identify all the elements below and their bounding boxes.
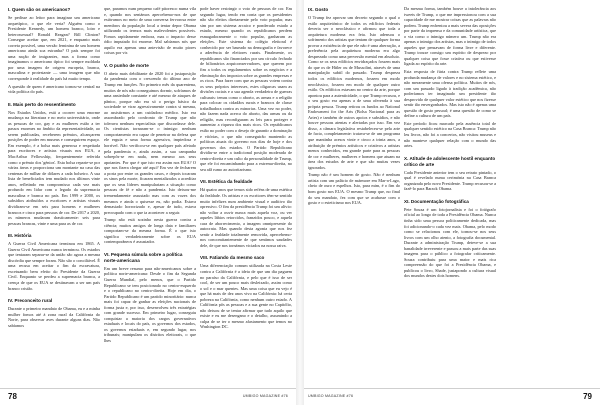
- body-paragraph: Em um breve resumo para não-americanos sobre a política norte-americana: Desde o fim da Segunda Guerra Mundial, pelo menos, que o Partido Republicano se tem posicionado no centro-esquerdo e o republicano no centro-direita. Hoje em dia, o Partido Republicano é um partido minoritário: nunca mais foi capaz de ganhar as eleições nacionais de forma justa e, por isso, desenvolveu três estratégias com grande sucesso. Em primeiro lugar, conseguiu conquistar a maioria dos cargos governativos estaduais e locais do país, os governos dos estados, os governos estaduais e, em segundo lugar, nos tribunais; manipulam os distritos eleitorais, o que lhes: [104, 265, 196, 343]
- article-section: [8, 6, 100, 95]
- body-paragraph: Trump não está sozinho nesta guerra contra a ciência; muitos amigos de longa data e familiares comportam-se da mesma forma. É o que isto significa verdadeiramente sobre os EUA contemporâneos é assustador.: [104, 217, 196, 245]
- page-number-right: 79: [583, 392, 592, 401]
- page-gutter: [296, 0, 304, 405]
- body-paragraph: Trump não é um homem de gosto. Não é nenhum artista com um palácio de mármore em Mar-a-Lago, cheio de ouro e espelhos. Isto, para mim, é o fim do bom gosto nos EUA. O mesmo Trump que, no final do seu mandato, fez com que se acabasse com o gosto e o esteticismo nos EUA.: [308, 172, 400, 206]
- section-heading: XI. Documentação fotográfica: [404, 198, 469, 204]
- article-section: [104, 251, 196, 344]
- section-heading: V. O punho de morte: [104, 62, 149, 68]
- section-heading: X. Atitude de adolescente hostil enquanto crítico de arte: [404, 155, 496, 167]
- body-paragraph: Há quatro anos que temos sido reféns de uma estética da fealdade. Os artistas e os escritores têm-se sentido muito infelizes num ambiente visual e auditivo tão opressivo. O fim da presidência Trump foi um alívio: não voltar a ouvir nunca mais aquela voz, ou ver aqueles lábios retorcidos, franzidos pouco, e aquela cara de aborrecimento, a imagem omnipresente do autocrata. Mas quando desta agonia que nos fez sentir a fealdade totalmente removida, apercebemo-nos concomitantemente de que sentimos saudades dele, de que nos tornámos viciados na nossa raiva.: [200, 187, 292, 248]
- magazine-name-right: UMBIGO MAGAZINE #76: [308, 394, 354, 398]
- article-section: [8, 101, 100, 226]
- article-section: [404, 155, 496, 192]
- section-heading: IX. Gosto: [308, 7, 329, 12]
- body-paragraph: O abeto mais debilitante de 2020 foi a justaposição da pandemia com o crescendo do último ano de Trump em funções. No primeiro mês da quarentena, muitos de nós não conseguimos dormir, sofríamos de uma ansiedade constante e até mesmo de ataques de pânico, porque não era só o perigo básico da sociedade se virar agressivamente contra si mesma, ao assistirmos a um cuidadoso médico. Isto era assombrado pelo confronto de Trump que não tolerava nenhum especialista que discordasse dele. Os cientistas tornaram-se o inimigo: nenhum comportamento era capaz de penetrar na defesa que ele erguia e uma forma agressiva, impiedosa e horrível. Não verificou-se em qualquer país afetado pela pandemia e, ainda assim, a sua campanha sobrepôs-se em nada, nem mesmo aos seus apoiantes. Por que é que isto era assim nos EUA? O que nos fizera chegar até aqui? Em vez de fecharem a porta por entre os grandes casos, e depois tocaram os sinos pela morte, ficaram mentalizados a acreditar que os seus líderes manipulariam a situação como pessoas de fé e não a pandemia. Isto deixou-me tremendamente assustado mas com as vozes dos mesmos e ainda o quisesse eu, não podia. Estava demasiado horrorizado e, apesar de tudo, estava preocupado com o que ia acontecer a seguir.: [104, 70, 196, 215]
- section-heading: VIII. Fatiando da mesmo saco: [200, 255, 265, 261]
- body-paragraph: Durante o primeiro mandato de Obama, eu e a minha mulher fomos até à zona rural da Califórnia do Norte, para observar aves durante alguns dias. Não sabíamos: [8, 306, 100, 328]
- body-paragraph: Se pedisse ao leitor para imaginar um americano arquetípico, o que ele veria? Alguém como o Presidente Kennedy, um homem branco, loiro e heterossexual? Ronald Reagan? Bill Clinton? Consegue aceitar que, em 2021, e enquanto mais correta possível, uma versão feminina de um homem americano ainda soa estranha? O país sempre foi uma nação de imigrantes, mas a forma como imaginamos o americano típico foi sempre moldada por uma imagem de origem europeia, branca, masculina e protestante — uma imagem que não corresponde à realidade do país há muito tempo.: [8, 15, 100, 82]
- section-heading: VI. Pequena súmula sobre a política norte-americana: [104, 251, 183, 263]
- body-paragraph: Uma diferenciação comum utilizada na Costa Leste contra a Califórnia é a ideia de que um dia paguem no paraíso da Califórnia, e pelo que é isso de ser cool, de ser um pouco mais desleixado, assim como o sol e o mar quentes. Mas uma coisa que eu vejo é que há mais de dez anos vivo na Califórnia: há certa pobreza na Califórnia, como nenhum outro estado. A Califórnia pôs as pessoas e a sua gente no Capitólio, não deixou de se tentar afirmar que tudo aquilo que existe e eu me desengano e o detalho, assumindo a culpa de se ter o mesmo afastamento que temos no Washington DC.: [200, 263, 292, 330]
- article-section: [200, 178, 292, 248]
- article-section: [308, 6, 400, 206]
- left-page: [0, 0, 296, 405]
- body-paragraph: pode haver restringir o voto de pessoas de cor. Em segundo lugar, tendo em conta que os presidentes não são eleitos diretamente pelo voto popular, mas sim por um sistema arcaico e ponderado estado a estado, mesmo quando os republicanos perdem esmagadoramente o voto popular, ganharam as eleições. Este sistema do colégio eleitoral é conhecido por ser baseado na demografia e favorece a aderência de eleitores rurais. Finalmente, os republicanos são financiados por um círculo fechado de bilionários arquiconservadores, que querem por fim a todos os regulamentos sobre os negócios e a eliminação dos impostos sobre as grandes empresas e os ricos. Para fazer com que as pessoas votem contra os seus próprios interesses, estes oligarcas usam as divisões raciais e a sua agenda verdadeira de guerras culturais: temas como o aborto, as armas e a religião para colocar os cidadãos rurais e brancos de classe trabalhadora contra as minorias. Uma vez no poder, não fazem nada acerca do aborto, das armas ou da religião, mas reconfiguram as leis para proteger e aumentar a riqueza dos mais ricos. Os republicanos estão no poder com o desejo de garantir a dominação e vitórias, o que não conseguirão mantendo as políticas atuais do governo nos dias de hoje e dos governos dos estados. O Partido Republicano dividiu-se entre a tradicional posição moderada de centro-direita e um culto da personalidade de Trump, que ele foi encaminhando para a extrema-direita, no seu afã rumo ao autoritarismo.: [200, 6, 292, 172]
- article-section: [200, 6, 292, 172]
- article-section: [104, 62, 196, 245]
- right-page-column-1: [308, 6, 400, 378]
- left-page-column-3: [200, 6, 292, 378]
- body-paragraph: Cada Presidente anterior tem o seu retrato pintado, o qual é revelado numa cerimónia na Casa Branca organizada pelo novo Presidente. Trump recusou-se a fazê-lo para Barack Obama.: [404, 169, 496, 192]
- article-section: [404, 6, 496, 149]
- magazine-name-left: UMBIGO MAGAZINE #76: [242, 394, 288, 398]
- right-page-footer: [304, 388, 600, 402]
- right-page-column-2: [404, 6, 496, 378]
- right-page: [304, 0, 600, 405]
- body-paragraph: Esta resposta de fúria contra Trump reflete uma profunda mudança de valores e no sistema estético, e não meramente uma ofensa política. Muitos de nós, com um passado ligado à tradição académica, não poderíamos ter imaginado um presidente tão desprovido de qualquer valor estético que nos fizesse sentir tão envergonhados. Mas isto não é apenas uma questão de gosto pessoal; é uma questão de como se define a cultura de um país.: [404, 69, 496, 119]
- body-paragraph: O Trump fez aprovar um decreto segundo o qual o estilo arquitetónico de todos os edifícios federais deveria ser o neoclássico e afirmou que toda a arquitetura moderna era feia. Isto adensou o sofrimento dos artistas que tentam de qualquer forma provar a existência de que ele não é uma aberração, a preferência pela arquitetura moderna era algo desprezado como uma perversão mental em absoluto. Como se os seus edifícios envidraçados fossem mais do que os de Hitler ou de Mussolini, através de uma manipulação subtil do passado. Trump despreza todos os edifícios modernos, fossem em modo neoclássico, fossem em modo de qualquer outro estilo. Os edifícios estavam no centro da arte, porque apontou para a autenticidade, o que Trump recusou, e o seu gosto era apenas a de uma oferenda à sua própria pessoa. Trump retirou os fundos ao National Endowment for the Arts (Bolsa Nacional para as Artes) e também de outros apoios e subsídios, e não houve pessoas atentas e alertadas por isso. Em vez disso, a câmara legislativa restabeleceu-se pela arte de facto, completamente: tratava-se de um programa que mantinha acesos vinte e cinco a trinta anos, a atribuição de prémios artísticos e criativos a artistas menos conhecidos, em grande parte para as pessoas de cor e mulheres, mulheres e homens que atuam na área dos estudos de arte e que são muitas vezes ignorados.: [308, 15, 400, 170]
- section-heading: I. Quem são os americanos?: [8, 7, 71, 12]
- body-paragraph: Este período ficou marcado pela ausência total de qualquer sentido estético na Casa Branca: Trump não leu livros, não foi a concertos, não visitou museus e não manteve qualquer relação com o mundo das artes.: [404, 120, 496, 149]
- left-page-column-1: [8, 6, 100, 378]
- body-paragraph: Da mesma forma, também houve a intolerância aos tweets de Trump, o que me impressionou com a sua capacidade de me mostrar coisas que as palavras não podem. Trump enfrentou a mais severa das oposições por parte da imprensa e da comunidade artística, que o via como o inimigo número um. Trump não era apenas o inimigo dos artistas, mas o inimigo de todos aqueles que pensavam de forma livre e diferente. Trump trouxe consigo um espírito de desprezo por qualquer coisa que fosse criativa ou que estivesse ligada ao espírito da arte.: [404, 6, 496, 67]
- body-paragraph: Nos Estados Unidos, está a ocorrer uma enorme mudança na literatura e no meio universitário, onde as pessoas de cor, gay e as mulheres estão a ter passos enormes no âmbito da representatividade, ao serem publicadas, receberem prémios, alcançarem posições de poder em museus e conseguirem espaço. Em exemplo, é a bolsa mais generosa e respeitada para escritores e artistas visuais nos EUA, a MacArthur Fellowship, frequentemente referida como o prémio dos 'génios'. Esta bolsa reparte-se por várias áreas e proporciona um montante na casa das centenas de milhar de dólares a cada bolseiro. A sua lista de beneficiados tem mudado nos últimos vinte anos, refletindo em compromisso cada vez mais profundo em lidar com o legado da supremacia masculina e branca no país. Em 1999 e 2000, os subsídios atribuídos a escritores e artistas visuais dividiram-se em seis para homens e mulheres brancos e cinco para pessoas de cor. De 2017 a 2020, os números mudaram drasticamente: seis para pessoas brancas, vinte e uma para as de cor.: [8, 109, 100, 226]
- article-section: [104, 6, 196, 56]
- section-heading: VII. Estética da fealdade: [200, 179, 253, 185]
- body-paragraph: Pete Souza é um fotojornalista e foi o fotógrafo oficial ao longo de toda a Presidência Obama. Nunca tinha sido uma pessoa politicamente dedicada, mas foi adicionando-o cada vez mais. Obama, pelo modo como se relacionou com ele, tornou-se nos seus livros com um olho atento, a fotografia documental. Durante a administração Trump, deteve-se a sua banalidade irreverente e passou a mais parte das suas imagens para o público a fotografar criticamente. Souza contribuiu para uma maior e mais rica compreensão do que foi a Presidência Obama, e publicou o livro, Shade, justapondo a cultura visual dos mundos destes dois homens.: [404, 206, 496, 279]
- article-section: [200, 254, 292, 330]
- left-page-column-2: [104, 6, 196, 378]
- article-section: [8, 297, 100, 328]
- section-heading: III. História: [8, 233, 32, 239]
- body-paragraph: que, paramos num pequeno café pitoresco numa vila e, quando nos sentámos apercebemo-nos de que estávamos no meio de uma conversa fervorosa entre membros da população local a tentar depor Obama utilizando os termos mais malevolentes possíveis. Fomos rapidamente embora, mas o impacto desse ódio imputado foi enorme. Mal sabíamos nós que aquilo era apenas uma antevisão de muito piores coisas por vir.: [104, 6, 196, 56]
- body-paragraph: A questão de quem é americano tornou-se central na vida política do país.: [8, 83, 100, 95]
- section-heading: IV. Preconceito rural: [8, 298, 53, 304]
- left-page-footer: [0, 388, 296, 402]
- page-number-left: 78: [8, 392, 17, 401]
- article-section: [8, 232, 100, 291]
- section-heading: II. Mais perto do ressentimento: [8, 101, 76, 107]
- body-paragraph: A Guerra Civil Americana terminou em 1865. A Guerra Civil Americana nunca terminou. Os estados que tentaram separar-se da união são agora a mesma discórdia que sempre foram. Não são o conciliável. É uma recusa em aceitar o fim da escravatura, excetuando bem efeito do Presidente da Guerra Civil. Enquanto se perdeu a supremacia branca, a crença de que os EUA se destinavam a ser um país branco cristão.: [8, 241, 100, 291]
- article-section: [404, 198, 496, 279]
- right-page-column-3: [500, 6, 592, 378]
